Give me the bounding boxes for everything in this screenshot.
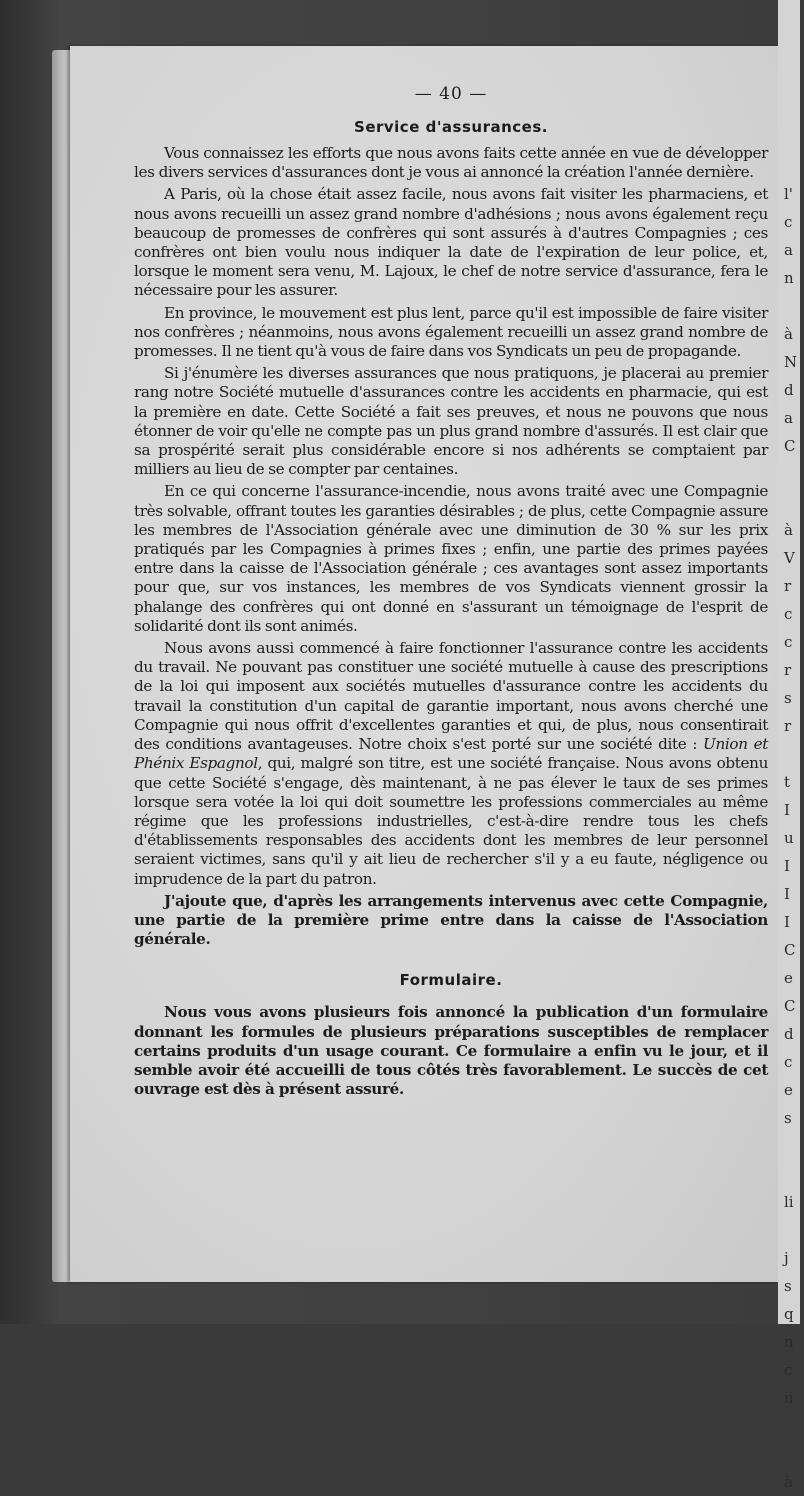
document-page [70,46,778,1282]
company-name: Union et Phénix Espagnol [134,735,769,773]
paragraph-text: , qui, malgré son titre, est une société française. Nous avons obtenu que cette Société s'engage, dès maintenant, à ne pas élever le taux de ses primes lorsque sera votée la loi qui doit soumettre les professions commerciales au même régime que les professions industrielles, c'est-à-dire rendre tous les chefs d'établissements responsables des accidents dont les membres de leur personnel seraient victimes, sans qu'il y ait lieu de rechercher s'il y a eu faute, négligence ou imprudence de la part du patron. [134,754,768,888]
paragraph-text: Nous avons aussi commencé à faire fonctionner l'assurance contre les accidents du travail. Ne pouvant pas constituer une société mutuelle à cause des prescriptions de la loi qui imposent aux sociétés mutuelles d'assurance contre les accidents du travail la constitution d'un capital de garantie important, nous avons cherché une Compagnie qui nous offrit d'excellentes garanties et qui, de plus, nous consentirait des conditions avantageuses. Notre choix s'est porté sur une société dite : [134,639,768,754]
paragraph: Vous connaissez les efforts que nous avons faits cette année en vue de développer les divers services d'assurances dont je vous ai annoncé la création l'année dernière. [134,144,768,182]
section-title-formulaire: Formulaire. [399,971,503,990]
page-content [134,84,768,1102]
paragraph: J'ajoute que, d'après les arrangements intervenus avec cette Compagnie, une partie de la première prime entre dans la caisse de l'Association générale. [134,891,768,949]
paragraph: Nous vous avons plusieurs fois annoncé la publication d'un formulaire donnant les formules de plusieurs préparations susceptibles de remplacer certains produits d'un usage courant. Ce formulaire a enfin vu le jour, et il semble avoir été accueilli de tous côtés très favorablement. Le succès de cet ouvrage est dès à présent assuré. [134,1003,768,1099]
paragraph: Si j'énumère les diverses assurances que nous pratiquons, je placerai au premier rang notre Société mutuelle d'assurances contre les accidents en pharmacie, qui est la première en date. Cette Société a fait ses preuves, et nous ne pouvons que nous étonner de voir qu'elle ne compte pas un plus grand nombre d'assurés. Il est clair que sa prospérité serait plus considérable encore si nos adhérents se comptaient par milliers au lieu de se compter par centaines. [134,364,768,479]
facing-page-edge [778,0,800,1491]
paragraph: A Paris, où la chose était assez facile, nous avons fait visiter les pharmaciens, et nous avons recueilli un assez grand nombre d'adhésions ; nous avons également reçu beaucoup de promesses de confrères qui sont assurés à d'autres Compagnies ; ces confrères ont bien voulu nous indiquer la date de l'expiration de leur police, et, lorsque le moment sera venu, M. Lajoux, le chef de notre service d'assurance, fera le nécessaire pour les assurer. [134,185,768,300]
facing-page-letters: l' c a n à N d a C à V r c c r s r t I u I I I C e C d c e s li j s q n c ii à [784,185,798,1491]
paragraph: En province, le mouvement est plus lent, parce qu'il est impossible de faire visiter nos confrères ; néanmoins, nous avons également recueilli un assez grand nombre de promesses. Il ne tient qu'à vous de faire dans vos Syndicats un peu de propagande. [134,303,768,361]
paragraph: En ce qui concerne l'assurance-incendie, nous avons traité avec une Compagnie très solvable, offrant toutes les garanties désirables ; de plus, cette Compagnie assure les membres de l'Association générale avec une diminution de 30 % sur les prix pratiqués par les Compagnies à primes fixes ; enfin, une partie des primes payées entre dans la caisse de l'Association générale ; ces avantages sont assez importants pour que, sur vos instances, les membres de vos Syndicats viennent grossir la phalange des confrères qui ont donné en s'assurant un témoignage de l'esprit de solidarité dont ils sont animés. [134,482,768,635]
page-number: — 40 — [414,84,488,104]
paragraph-accidents-travail [134,639,768,889]
section-title-assurances: Service d'assurances. [354,118,548,136]
